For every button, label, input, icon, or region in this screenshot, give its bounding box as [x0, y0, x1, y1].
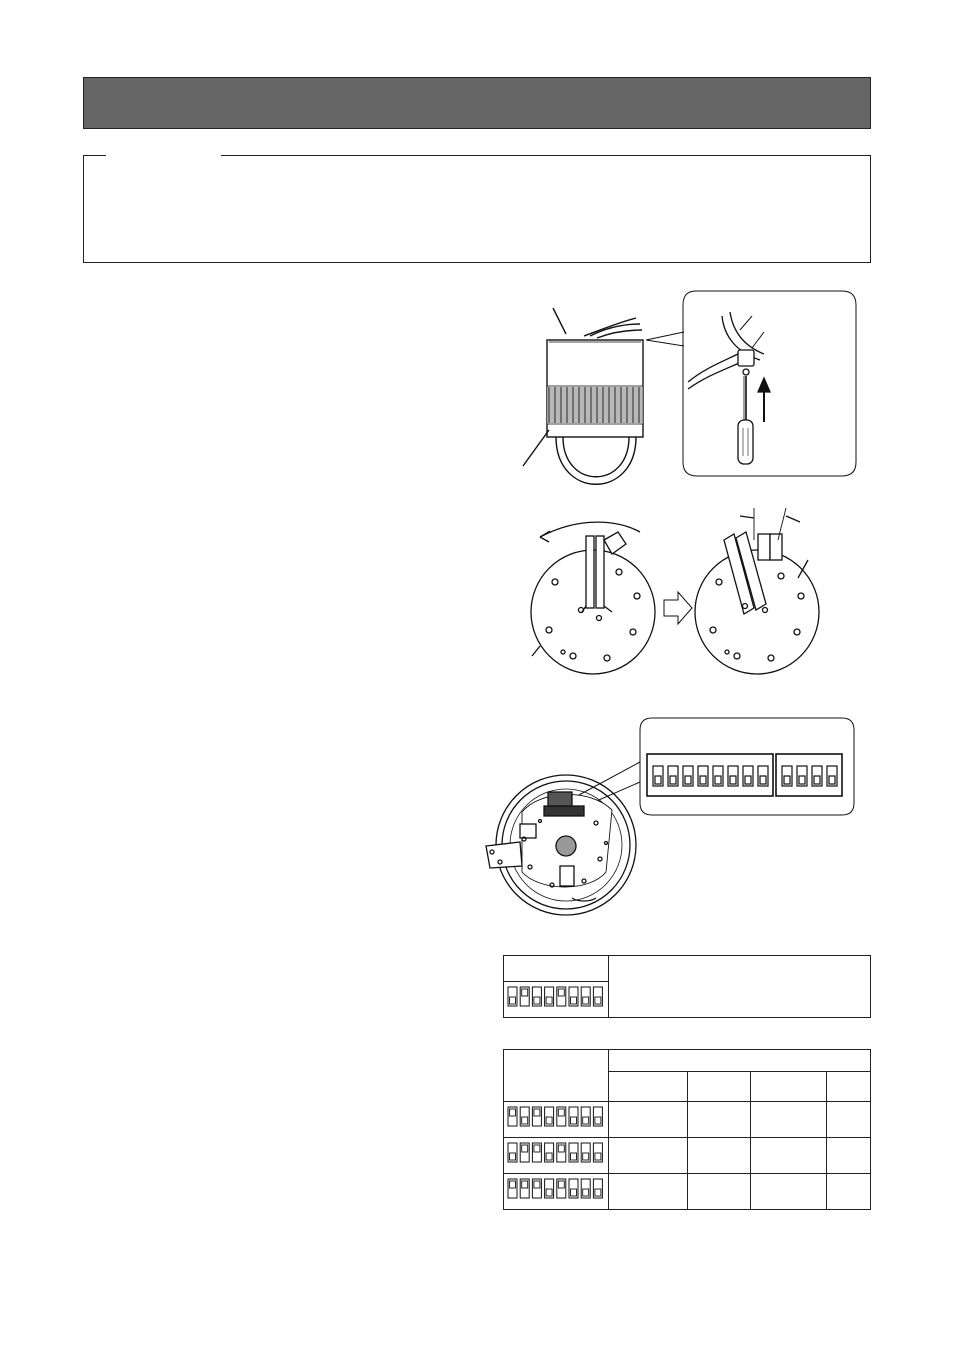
rotation-step	[531, 508, 819, 674]
table2-header	[504, 1050, 609, 1102]
table2-col-2	[688, 1072, 751, 1102]
table-cell	[751, 1174, 827, 1210]
table-cell	[688, 1138, 751, 1174]
table-cell	[827, 1102, 871, 1138]
camera-side-view	[523, 308, 684, 484]
table1-description	[609, 956, 871, 1018]
dome-top-view	[486, 775, 636, 915]
table-cell	[751, 1102, 827, 1138]
table-row	[504, 1102, 871, 1138]
dip-switch-icon	[504, 1138, 608, 1168]
table-cell	[688, 1102, 751, 1138]
table1-dip-cell	[504, 982, 609, 1018]
table-1	[503, 955, 871, 1018]
table-cell	[609, 1102, 688, 1138]
table2-col-1	[609, 1072, 688, 1102]
table1-header	[504, 956, 609, 982]
table2-group-header	[609, 1050, 871, 1072]
table-cell	[609, 1138, 688, 1174]
dip-switch-detail	[566, 718, 854, 815]
table-cell	[827, 1174, 871, 1210]
table-cell	[751, 1138, 827, 1174]
table-cell	[688, 1174, 751, 1210]
table-cell	[827, 1138, 871, 1174]
table2-col-4	[827, 1072, 871, 1102]
table-row	[504, 1174, 871, 1210]
detail-callout	[683, 291, 856, 476]
dip-switch-icon	[504, 1174, 608, 1204]
table-2	[503, 1049, 871, 1210]
table-cell	[609, 1174, 688, 1210]
table-row	[504, 1138, 871, 1174]
dip-switch-icon	[504, 1102, 608, 1132]
dip-switch-icon	[504, 982, 608, 1012]
ribbed-band	[547, 386, 643, 424]
table2-col-3	[751, 1072, 827, 1102]
